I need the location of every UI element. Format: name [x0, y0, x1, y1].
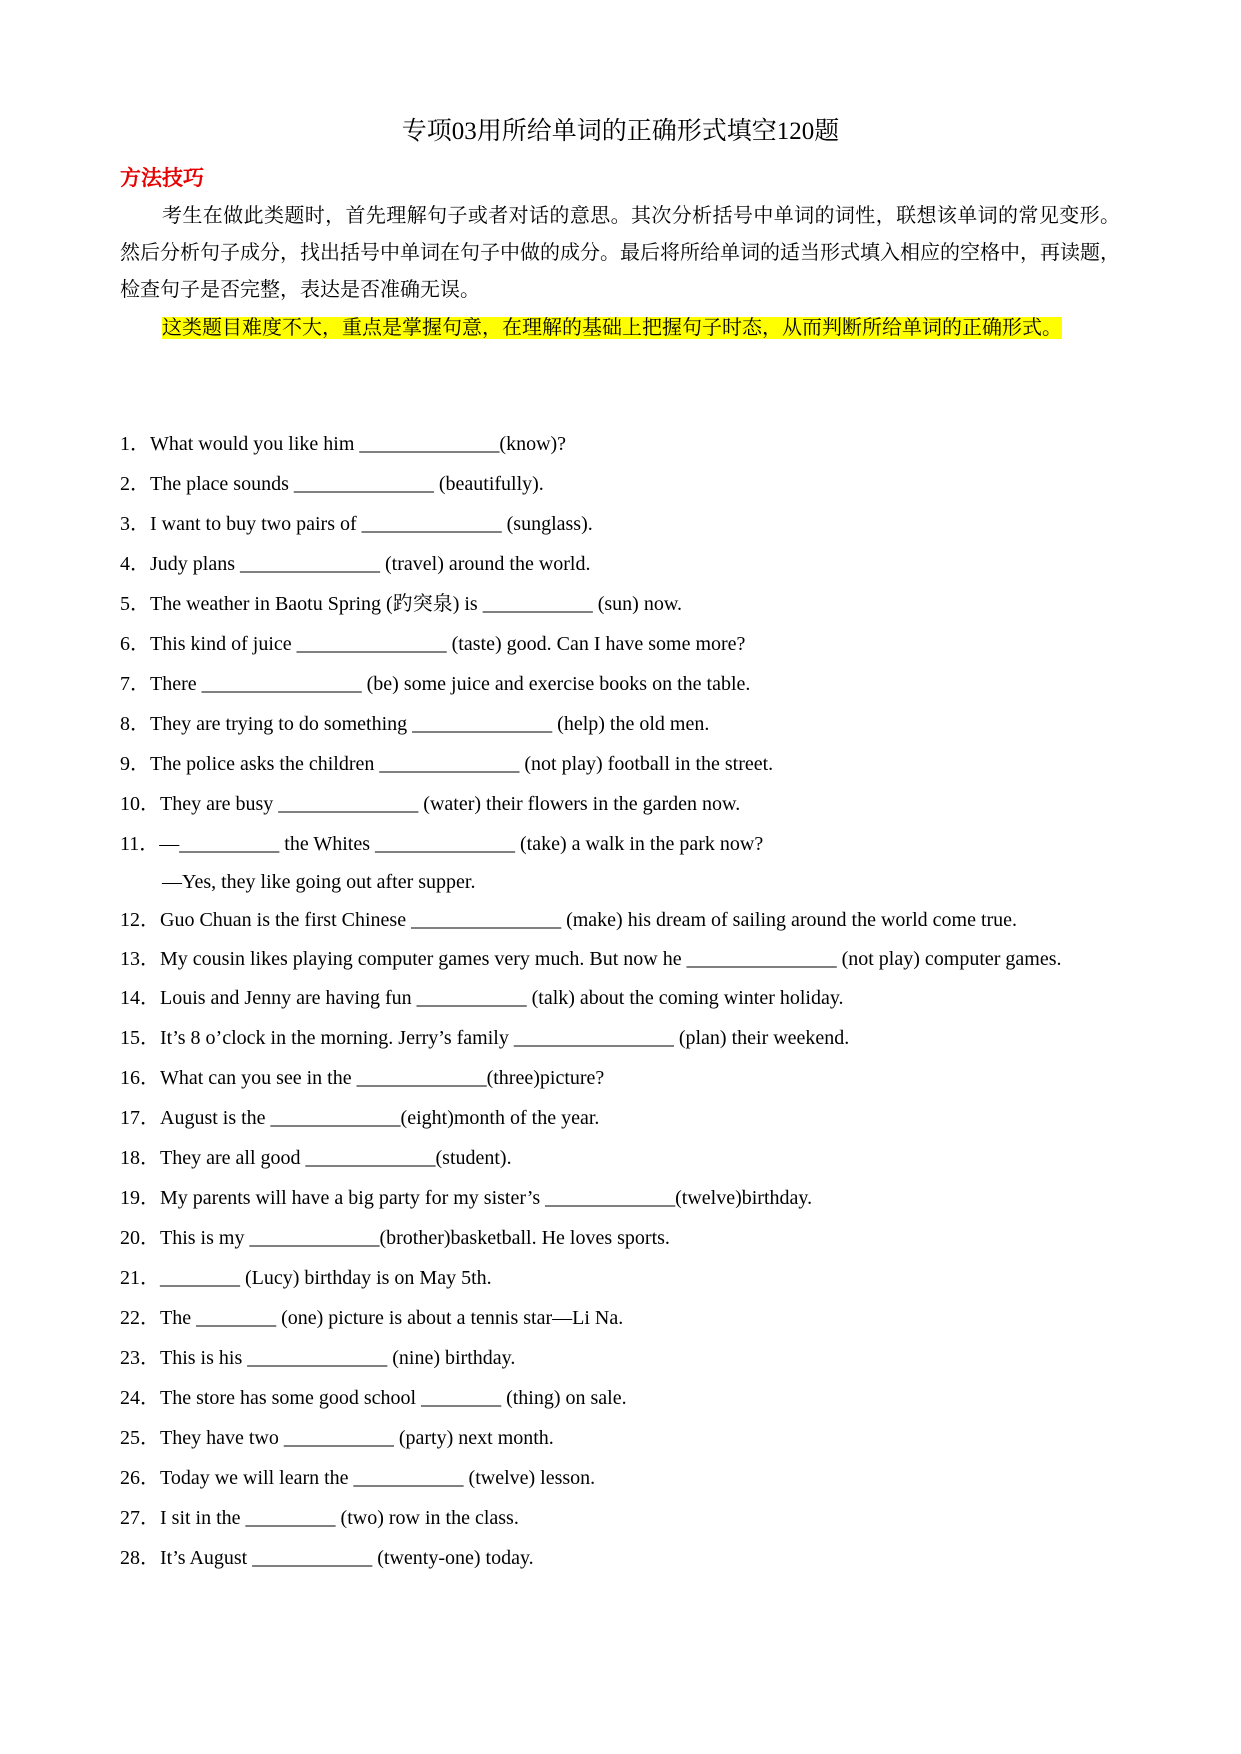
question-number: 6． — [120, 633, 150, 655]
question-item — [120, 900, 1120, 940]
question-text: My cousin likes playing computer games very much. But now he _______________ (not play) computer games. — [160, 948, 1062, 970]
question-item — [120, 464, 1120, 504]
question-item — [120, 940, 1120, 978]
question-text: Today we will learn the ___________ (twelve) lesson. — [160, 1467, 596, 1489]
question-item — [120, 704, 1120, 744]
question-number: 16． — [120, 1067, 160, 1089]
question-number: 2． — [120, 473, 150, 495]
question-text: It’s 8 o’clock in the morning. Jerry’s family ________________ (plan) their weekend. — [160, 1027, 850, 1049]
question-item — [120, 1018, 1120, 1058]
question-number: 20． — [120, 1227, 160, 1249]
question-text: The police asks the children ______________ (not play) football in the street. — [150, 753, 774, 775]
question-number: 7． — [120, 673, 150, 695]
question-number: 27． — [120, 1507, 160, 1529]
question-number: 21． — [120, 1267, 160, 1289]
question-item — [120, 1098, 1120, 1138]
question-item — [120, 744, 1120, 784]
question-text: There ________________ (be) some juice and exercise books on the table. — [150, 673, 751, 695]
question-text: They are trying to do something ______________ (help) the old men. — [150, 713, 710, 735]
question-item — [120, 1058, 1120, 1098]
question-number: 23． — [120, 1347, 160, 1369]
question-text: This is my _____________(brother)basketball. He loves sports. — [160, 1227, 670, 1249]
question-text: They have two ___________ (party) next month. — [160, 1427, 554, 1449]
question-text: The store has some good school ________ (thing) on sale. — [160, 1387, 627, 1409]
question-number: 24． — [120, 1387, 160, 1409]
question-number: 19． — [120, 1187, 160, 1209]
question-text: They are busy ______________ (water) their flowers in the garden now. — [160, 793, 741, 815]
question-text: —__________ the Whites ______________ (take) a walk in the park now? — [159, 833, 764, 855]
question-text: I sit in the _________ (two) row in the class. — [160, 1507, 519, 1529]
method-highlight-paragraph — [120, 310, 1120, 347]
question-text: ________ (Lucy) birthday is on May 5th. — [160, 1267, 492, 1289]
question-number: 18． — [120, 1147, 160, 1169]
page-title: 专项03用所给单词的正确形式填空120题 — [401, 118, 840, 145]
question-item — [120, 1258, 1120, 1298]
question-item — [120, 424, 1120, 464]
question-number: 9． — [120, 753, 150, 775]
question-number: 10． — [120, 793, 160, 815]
question-text: The place sounds ______________ (beautifully). — [150, 473, 544, 495]
question-item — [120, 784, 1120, 824]
question-number: 17． — [120, 1107, 160, 1129]
question-number: 22． — [120, 1307, 160, 1329]
question-item — [120, 584, 1120, 624]
question-number: 15． — [120, 1027, 160, 1049]
question-number: 12． — [120, 909, 160, 931]
question-number: 28． — [120, 1547, 160, 1569]
question-text: The ________ (one) picture is about a tennis star—Li Na. — [160, 1307, 624, 1329]
question-number: 13． — [120, 948, 160, 970]
highlight-text: 这类题目难度不大，重点是掌握句意，在理解的基础上把握句子时态，从而判断所给单词的正确形式。 — [162, 317, 1062, 339]
question-text: August is the _____________(eight)month of the year. — [160, 1107, 600, 1129]
question-text: Louis and Jenny are having fun ___________ (talk) about the coming winter holiday. — [160, 987, 844, 1009]
question-number: 3． — [120, 513, 150, 535]
method-paragraph: 考生在做此类题时，首先理解句子或者对话的意思。其次分析括号中单词的词性，联想该单词的常见变形。然后分析句子成分，找出括号中单词在句子中做的成分。最后将所给单词的适当形式填入相应的空格中，再读题，检查句子是否完整，表达是否准确无误。 — [120, 205, 1120, 301]
question-text: This is his ______________ (nine) birthday. — [160, 1347, 516, 1369]
question-item — [120, 1538, 1120, 1578]
question-item — [120, 664, 1120, 704]
question-text: The weather in Baotu Spring (趵突泉) is ___________ (sun) now. — [150, 593, 682, 615]
question-text: I want to buy two pairs of ______________ (sunglass). — [150, 513, 593, 535]
question-item — [120, 1418, 1120, 1458]
question-item — [120, 1498, 1120, 1538]
question-item — [120, 1178, 1120, 1218]
question-text: My parents will have a big party for my sister’s _____________(twelve)birthday. — [160, 1187, 813, 1209]
question-item — [120, 1298, 1120, 1338]
question-item — [120, 504, 1120, 544]
question-text: This kind of juice _______________ (taste) good. Can I have some more? — [150, 633, 746, 655]
question-number: 5． — [120, 593, 150, 615]
question-text: Guo Chuan is the first Chinese _______________ (make) his dream of sailing around the world come true. — [160, 909, 1018, 931]
question-number: 8． — [120, 713, 150, 735]
question-item — [120, 1218, 1120, 1258]
method-heading: 方法技巧 — [120, 166, 204, 190]
question-dialogue-reply: —Yes, they like going out after supper. — [162, 871, 476, 893]
question-number: 11． — [120, 833, 160, 855]
question-number: 26． — [120, 1467, 160, 1489]
question-text: Judy plans ______________ (travel) around the world. — [150, 553, 591, 575]
question-item — [120, 1458, 1120, 1498]
question-text: What would you like him ______________(know)? — [150, 433, 567, 455]
question-number: 4． — [120, 553, 150, 575]
question-number: 25． — [120, 1427, 160, 1449]
question-item — [120, 624, 1120, 664]
question-text: They are all good _____________(student). — [160, 1147, 512, 1169]
question-item — [120, 978, 1120, 1018]
question-item — [120, 1138, 1120, 1178]
question-item — [120, 824, 1120, 864]
question-item — [120, 544, 1120, 584]
question-list — [120, 424, 1120, 1578]
question-item — [120, 1338, 1120, 1378]
question-item — [120, 1378, 1120, 1418]
question-number: 14． — [120, 987, 160, 1009]
question-number: 1． — [120, 433, 150, 455]
question-text: What can you see in the _____________(three)picture? — [160, 1067, 605, 1089]
question-text: It’s August ____________ (twenty-one) today. — [160, 1547, 534, 1569]
